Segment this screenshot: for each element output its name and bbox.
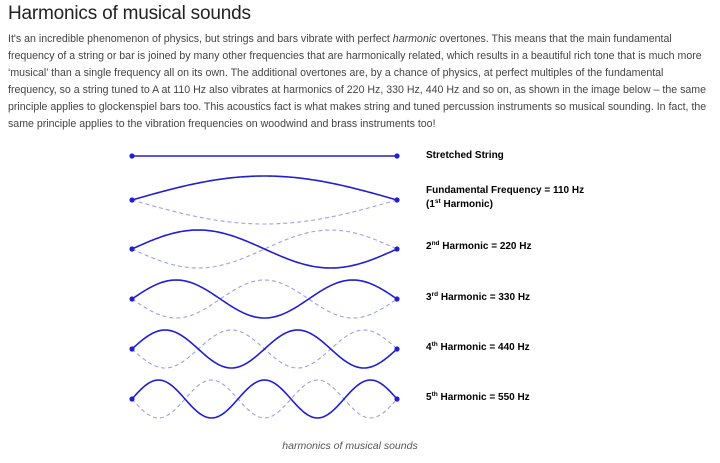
node-left-dot (129, 396, 134, 401)
page-title: Harmonics of musical sounds (8, 3, 251, 24)
label-fundamental (426, 184, 584, 212)
wave-mode-3-mirror (132, 280, 397, 318)
label-harmonic-4: 4th Harmonic = 440 Hz (426, 341, 530, 353)
label-harmonic-2: 2nd Harmonic = 220 Hz (426, 240, 532, 252)
node-left-dot (129, 246, 134, 251)
wave-mode-1 (132, 176, 397, 200)
node-right-dot (394, 396, 399, 401)
node-left-dot (129, 346, 134, 351)
wave-mode-1-mirror (132, 200, 397, 224)
intro-text-2: overtones. This means that the main fundamental frequency of a string or bar is joined by many other frequencies that are harmonically related, which results in a beautiful rich tone that is much more ‘musical’ than a single frequency all on its own. The additional overtones are, by a chance of physics, at perfect multiples of the fundamental frequency, so a string tuned to A at 110 Hz also vibrates at harmonics of 220 Hz, 330 Hz, 440 Hz and so on, as shown in the image below – the same principle applies to glockenspiel bars too. This acoustics fact is what makes string and tuned percussion instruments so musical sounding. In fact, the same principle applies to the vibration frequencies on woodwind and brass instruments too! (8, 33, 707, 130)
label-harmonic-5: 5th Harmonic = 550 Hz (426, 391, 530, 403)
intro-text-1: It's an incredible phenomenon of physics, but strings and bars vibrate with perfect (8, 33, 393, 45)
node-left-dot (129, 197, 134, 202)
wave-mode-3 (132, 280, 397, 318)
node-left-dot (129, 153, 134, 158)
label-fundamental-line2: (1st Harmonic) (426, 198, 493, 210)
node-right-dot (394, 197, 399, 202)
wave-mode-2 (132, 230, 397, 268)
intro-paragraph (8, 31, 712, 133)
node-right-dot (394, 153, 399, 158)
wave-mode-4 (132, 330, 397, 368)
node-left-dot (129, 296, 134, 301)
harmonics-diagram (0, 138, 720, 438)
node-right-dot (394, 296, 399, 301)
label-harmonic-3: 3rd Harmonic = 330 Hz (426, 291, 531, 303)
label-stretched-string: Stretched String (426, 150, 504, 161)
label-fundamental-line1: Fundamental Frequency = 110 Hz (426, 185, 585, 196)
figure-caption: harmonics of musical sounds (282, 440, 418, 452)
harmonics-figure (0, 138, 720, 438)
node-right-dot (394, 246, 399, 251)
node-right-dot (394, 346, 399, 351)
intro-emphasis: harmonic (392, 33, 437, 45)
